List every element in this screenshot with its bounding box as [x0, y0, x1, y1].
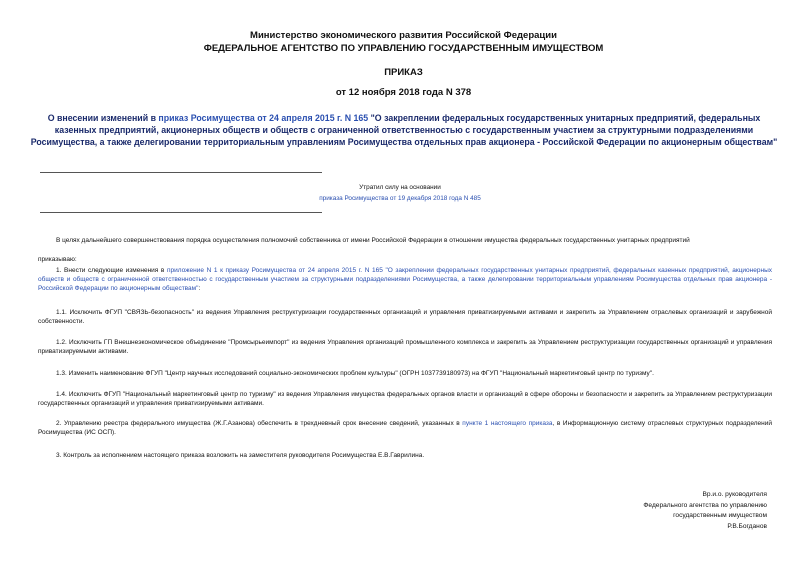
doc-title [28, 112, 780, 148]
signature-agency: Федерального агентства по управлению [643, 501, 767, 509]
status-line: Утратил силу на основании [359, 184, 441, 191]
signature-block [547, 490, 767, 532]
p2-start: 2. Управлению реестра федерального имущества (Ж.Г.Азанова) обеспечить в трехдневный срок внесение сведений, указанных в [56, 420, 463, 427]
signature-title: Вр.и.о. руководителя [702, 491, 767, 498]
divider [40, 172, 322, 173]
signature-agency-cont: государственным имуществом [673, 512, 767, 520]
title-rest: "О закреплении федеральных государственных унитарных предприятий, федеральных казенных предприятий, акционерных обществ и обществ с ограниченной ответственностью с государственным участием за структурными подразделениями Росимущества, а также делегировании территориальным управлениям Росимущества отдельных прав акционера - Российской Федерации по акционерным обществам" [30, 113, 778, 147]
status-link[interactable]: приказа Росимущества от 19 декабря 2018 года N 485 [319, 195, 481, 202]
paragraph-1-3: 1.3. Изменить наименование ФГУП "Центр научных исследований социально-экономических проблем культуры" (ОГРН 1037739180973) на ФГУП "Национальный маркетинговый центр по туризму". [56, 370, 654, 377]
p2-end: , в Информационную систему отраслевых структурных подразделений Росимущества (ИС ОСП). [38, 420, 772, 437]
p1-link[interactable]: приложение N 1 к приказу Росимущества от 24 апреля 2015 г. N 165 "О закреплении федеральных государственных унитарных предприятий, федеральных казенных предприятий, акционерных обществ и обществ с ограниченной ответственностью с государственным участием за структурными подразделениями Росимущества, а также делегировании территориальным управлениям Росимущества отдельных прав акционера - Российской Федерации по акционерным обществам" [38, 267, 772, 293]
divider [40, 212, 322, 213]
paragraph-1-1: 1.1. Исключить ФГУП "СВЯЗЬ-безопасность" из ведения Управления реструктуризации государственных организаций и управления приватизируемыми активами и закрепить за Управлением отраслевых организаций и зарубежной собственности. [38, 309, 772, 326]
paragraph-1-4: 1.4. Исключить ФГУП "Национальный маркетинговый центр по туризму" из ведения Управления имущества федеральных органов власти и организаций в сфере обороны и безопасности и закрепить за Управлением реструктуризации государственных организаций и управления приватизируемыми активами. [38, 391, 772, 408]
intro-paragraph: В целях дальнейшего совершенствования порядка осуществления полномочий собственника от имени Российской Федерации в отношении имущества федеральных государственных унитарных предприятий [56, 237, 690, 244]
order-word: приказываю: [38, 256, 77, 263]
title-prefix: О внесении изменений в [47, 113, 159, 123]
p1-start: 1. Внести следующие изменения в [56, 267, 167, 274]
p1-end: : [198, 285, 201, 293]
ministry-name: Министерство экономического развития Российской Федерации [250, 30, 557, 41]
doc-date-number: от 12 ноября 2018 года N 378 [335, 87, 472, 98]
title-link[interactable]: приказ Росимущества от 24 апреля 2015 г. N 165 [158, 113, 369, 123]
doc-type: ПРИКАЗ [384, 67, 423, 78]
agency-name: ФЕДЕРАЛЬНОЕ АГЕНТСТВО ПО УПРАВЛЕНИЮ ГОСУДАРСТВЕННЫМ ИМУЩЕСТВОМ [203, 43, 604, 54]
paragraph-1-2: 1.2. Исключить ГП Внешнеэкономическое объединение "Промсырьеимпорт" из ведения Управления организаций промышленного комплекса и закрепить за Управлением реструктуризации государственных организаций и управления приватизируемыми активами. [38, 339, 772, 356]
paragraph-3: 3. Контроль за исполнением настоящего приказа возложить на заместителя руководителя Росимущества Е.В.Гаврилина. [56, 452, 425, 459]
paragraph-1 [38, 266, 772, 294]
p2-link[interactable]: пункте 1 настоящего приказа [462, 420, 553, 427]
paragraph-2 [38, 419, 772, 437]
signature-name: Р.В.Богданов [727, 522, 767, 530]
